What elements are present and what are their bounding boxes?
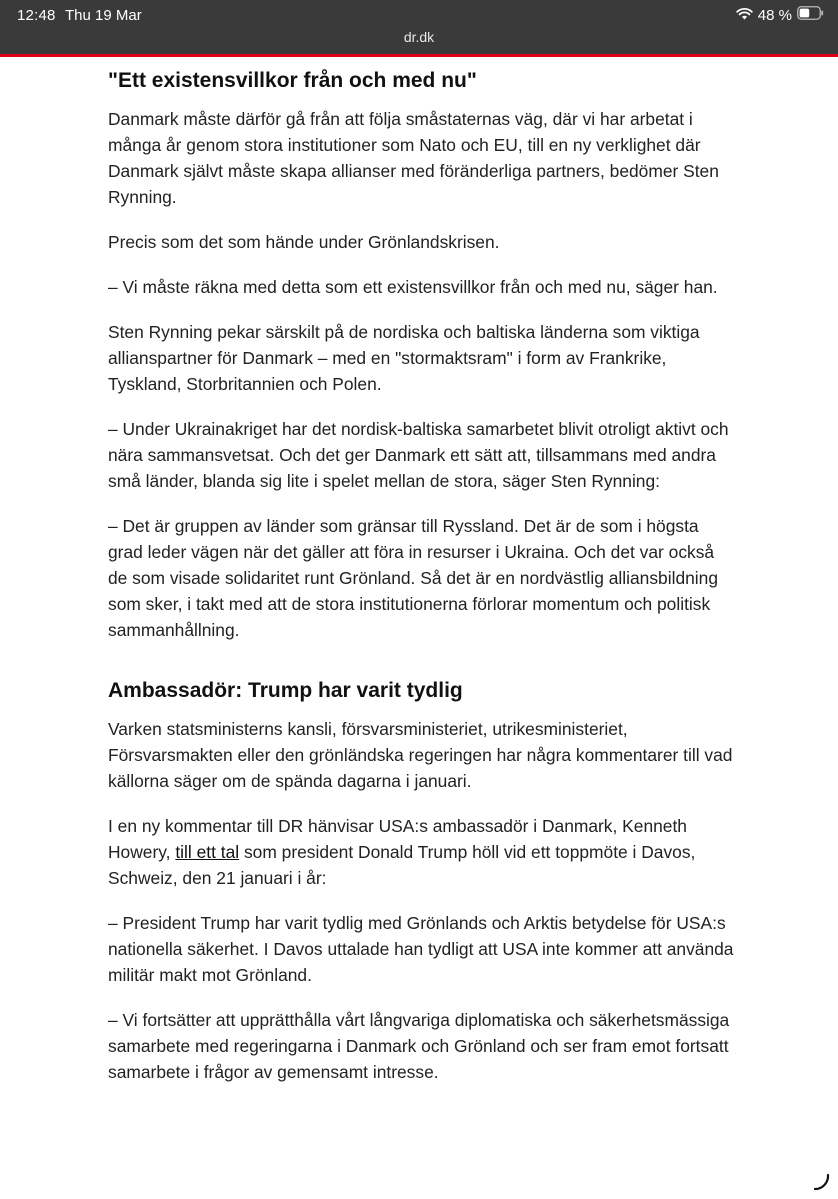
section-heading: Ambassadör: Trump har varit tydlig [108,679,463,702]
paragraph-text: I en ny kommentar till DR hänvisar USA:s ambassadör i Danmark, Kenneth Howery, [108,816,687,862]
article-link[interactable]: till ett tal [175,842,240,862]
paragraph: – Vi fortsätter att upprätthålla vårt långvariga diplomatiska och säkerhetsmässiga samarbete med regeringarna i Danmark och Grönland och ser fram emot fortsatt samarbete i frågor av gemensamt intresse. [108,1010,730,1082]
paragraph: – Det är gruppen av länder som gränsar till Ryssland. Det är de som i högsta grad leder vägen när det gäller att föra in resurser i Ukraina. Och det var också de som visade solidaritet runt Grönland. Så det är en nordvästlig alliansbildning som sker, i takt med att de stora institutionerna förlorar momentum och politisk sammanhållning. [108,516,718,640]
section-heading: "Ett existensvillkor från och med nu" [108,69,477,92]
battery-percentage: 48 % [757,6,792,24]
paragraph: Precis som det som hände under Grönlandskrisen. [108,232,500,252]
paragraph: – Vi måste räkna med detta som ett existensvillkor från och med nu, säger han. [108,277,718,297]
article-body [108,66,738,1104]
scroll-corner-icon [812,1173,830,1191]
browser-top-bar [0,0,838,54]
status-time: 12:48 [17,7,56,24]
paragraph: Varken statsministerns kansli, försvarsministeriet, utrikesministeriet, Försvarsmakten eller den grönländska regeringen har några kommentarer till vad källorna säger om de spända dagarna i januari. [108,719,733,791]
paragraph: – President Trump har varit tydlig med Grönlands och Arktis betydelse för USA:s nationella säkerhet. I Davos uttalade han tydligt att USA inte kommer att använda militär makt mot Grönland. [108,913,734,985]
wifi-icon [736,7,753,24]
paragraph: Sten Rynning pekar särskilt på de nordiska och baltiska länderna som viktiga allianspartner för Danmark – med en "stormaktsram" i form av Frankrike, Tyskland, Storbritannien och Polen. [108,322,700,394]
status-indicators [736,6,824,24]
paragraph: Danmark måste därför gå från att följa småstaternas väg, där vi har arbetat i många år genom stora institutioner som Nato och EU, till en ny verklighet där Danmark självt måste skapa allianser med föränderliga partners, bedömer Sten Rynning. [108,109,719,207]
paragraph: – Under Ukrainakriget har det nordisk-baltiska samarbetet blivit otroligt aktivt och nära sammansvetsat. Och det ger Danmark ett sätt att, tillsammans med andra små länder, blanda sig lite i spelet mellan de stora, säger Sten Rynning: [108,419,729,491]
address-bar-url[interactable]: dr.dk [403,29,435,45]
page-load-progress-bar [0,54,838,57]
paragraph-text: som president Donald Trump höll vid ett toppmöte i Davos, Schweiz, den 21 januari i år: [108,842,696,888]
status-date: Thu 19 Mar [65,7,142,24]
battery-icon [797,6,824,24]
paragraph [108,813,738,891]
